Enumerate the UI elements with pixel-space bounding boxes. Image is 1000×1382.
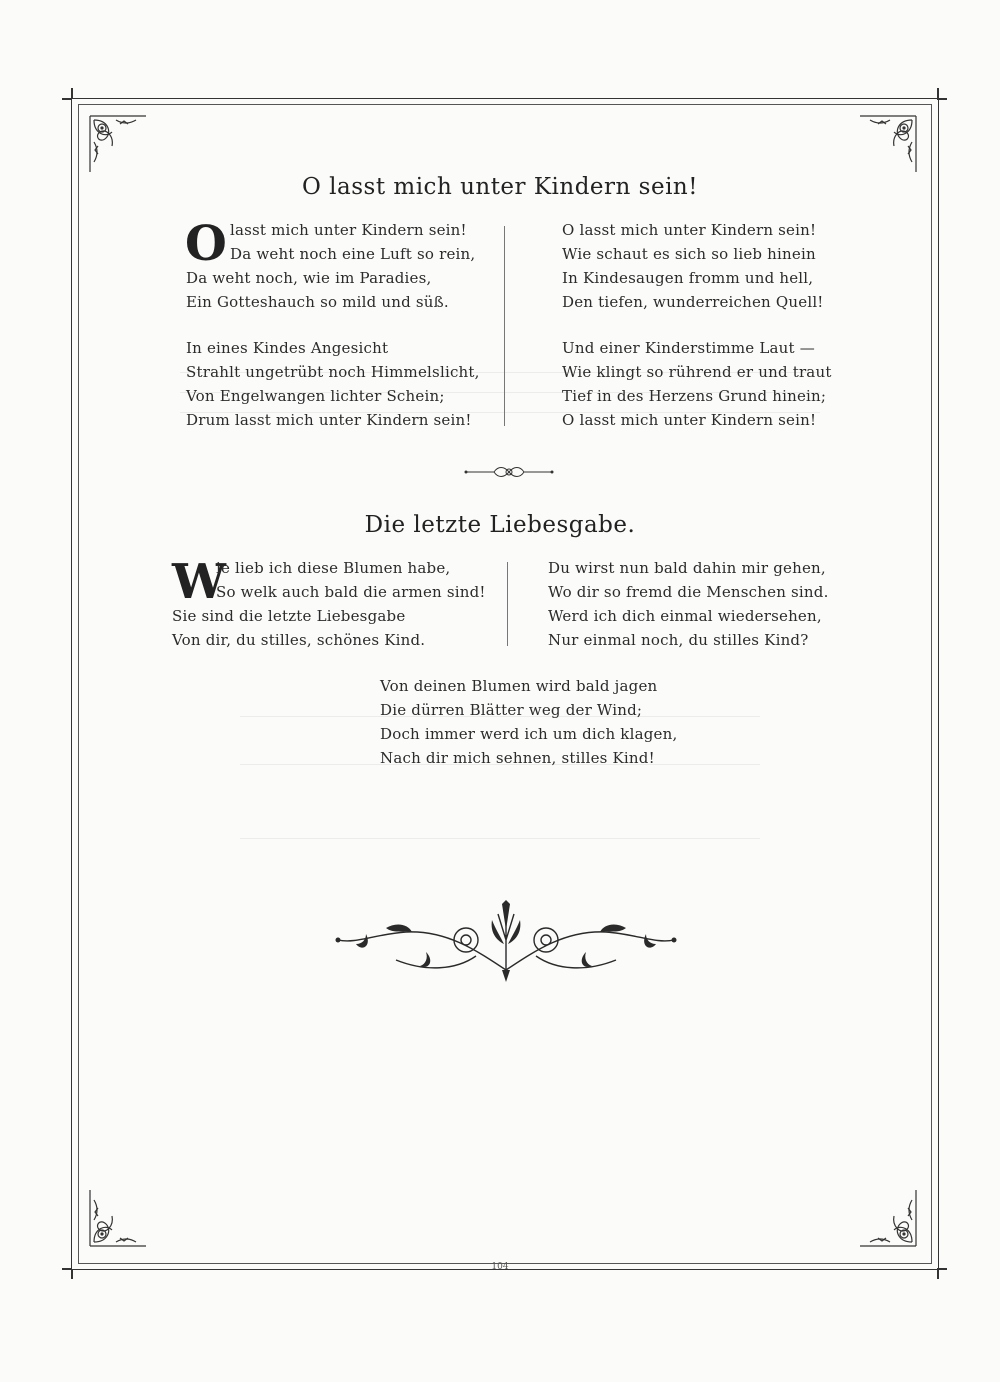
verse-line: Wie klingt so rührend er und traut	[562, 363, 832, 381]
column-divider	[504, 226, 505, 426]
corner-ornament-icon	[856, 112, 920, 176]
fleuron-ornament-icon	[326, 900, 686, 984]
frame-tick	[62, 98, 72, 100]
verse-line: lasst mich unter Kindern sein!	[230, 221, 467, 239]
stanza	[548, 556, 829, 652]
stanza	[186, 266, 449, 314]
verse-line: Den tiefen, wunderreichen Quell!	[562, 293, 824, 311]
verse-line: Von Engelwangen lichter Schein;	[186, 387, 445, 405]
verse-line: Die dürren Blätter weg der Wind;	[380, 701, 643, 719]
verse-line: Von deinen Blumen wird bald jagen	[380, 677, 658, 695]
corner-ornament-icon	[856, 1186, 920, 1250]
verse-line: O lasst mich unter Kindern sein!	[562, 221, 817, 239]
stanza-first-line	[230, 218, 475, 266]
show-through	[240, 838, 760, 839]
verse-line: Nur einmal noch, du stilles Kind?	[548, 631, 809, 649]
verse-line: Ein Gotteshauch so mild und süß.	[186, 293, 449, 311]
verse-line: O lasst mich unter Kindern sein!	[562, 411, 817, 429]
poem-title: O lasst mich unter Kindern sein!	[302, 174, 698, 200]
verse-line: ie lieb ich diese Blumen habe,	[216, 559, 451, 577]
verse-line: Wie schaut es sich so lieb hinein	[562, 245, 816, 263]
frame-tick	[71, 88, 73, 98]
divider-ornament-icon	[464, 464, 554, 480]
verse-line: In Kindesaugen fromm und hell,	[562, 269, 814, 287]
frame-tick	[937, 88, 939, 98]
column-divider	[507, 562, 508, 646]
verse-line: Drum lasst mich unter Kindern sein!	[186, 411, 472, 429]
stanza	[562, 336, 832, 432]
verse-line: Doch immer werd ich um dich klagen,	[380, 725, 678, 743]
corner-ornament-icon	[86, 112, 150, 176]
frame-tick	[937, 98, 947, 100]
poem-title: Die letzte Liebesgabe.	[364, 512, 636, 538]
stanza	[380, 674, 677, 770]
drop-cap: W	[172, 554, 226, 610]
verse-line: Nach dir mich sehnen, stilles Kind!	[380, 749, 655, 767]
verse-line: Von dir, du stilles, schönes Kind.	[172, 631, 426, 649]
stanza	[562, 218, 824, 314]
verse-line: Da weht noch eine Luft so rein,	[230, 245, 476, 263]
verse-line: Sie sind die letzte Liebesgabe	[172, 607, 406, 625]
verse-line: Tief in des Herzens Grund hinein;	[562, 387, 827, 405]
stanza	[186, 336, 480, 432]
verse-line: Strahlt ungetrübt noch Himmelslicht,	[186, 363, 480, 381]
stanza	[172, 604, 425, 652]
page-number: 104	[491, 1262, 509, 1272]
verse-line: So welk auch bald die armen sind!	[216, 583, 486, 601]
verse-line: Da weht noch, wie im Paradies,	[186, 269, 432, 287]
drop-cap: O	[185, 216, 227, 272]
verse-line: Und einer Kinderstimme Laut —	[562, 339, 815, 357]
stanza-first-line	[216, 556, 486, 604]
verse-line: Wo dir so fremd die Menschen sind.	[548, 583, 829, 601]
verse-line: Werd ich dich einmal wiedersehen,	[548, 607, 822, 625]
verse-line: In eines Kindes Angesicht	[186, 339, 389, 357]
corner-ornament-icon	[86, 1186, 150, 1250]
verse-line: Du wirst nun bald dahin mir gehen,	[548, 559, 826, 577]
